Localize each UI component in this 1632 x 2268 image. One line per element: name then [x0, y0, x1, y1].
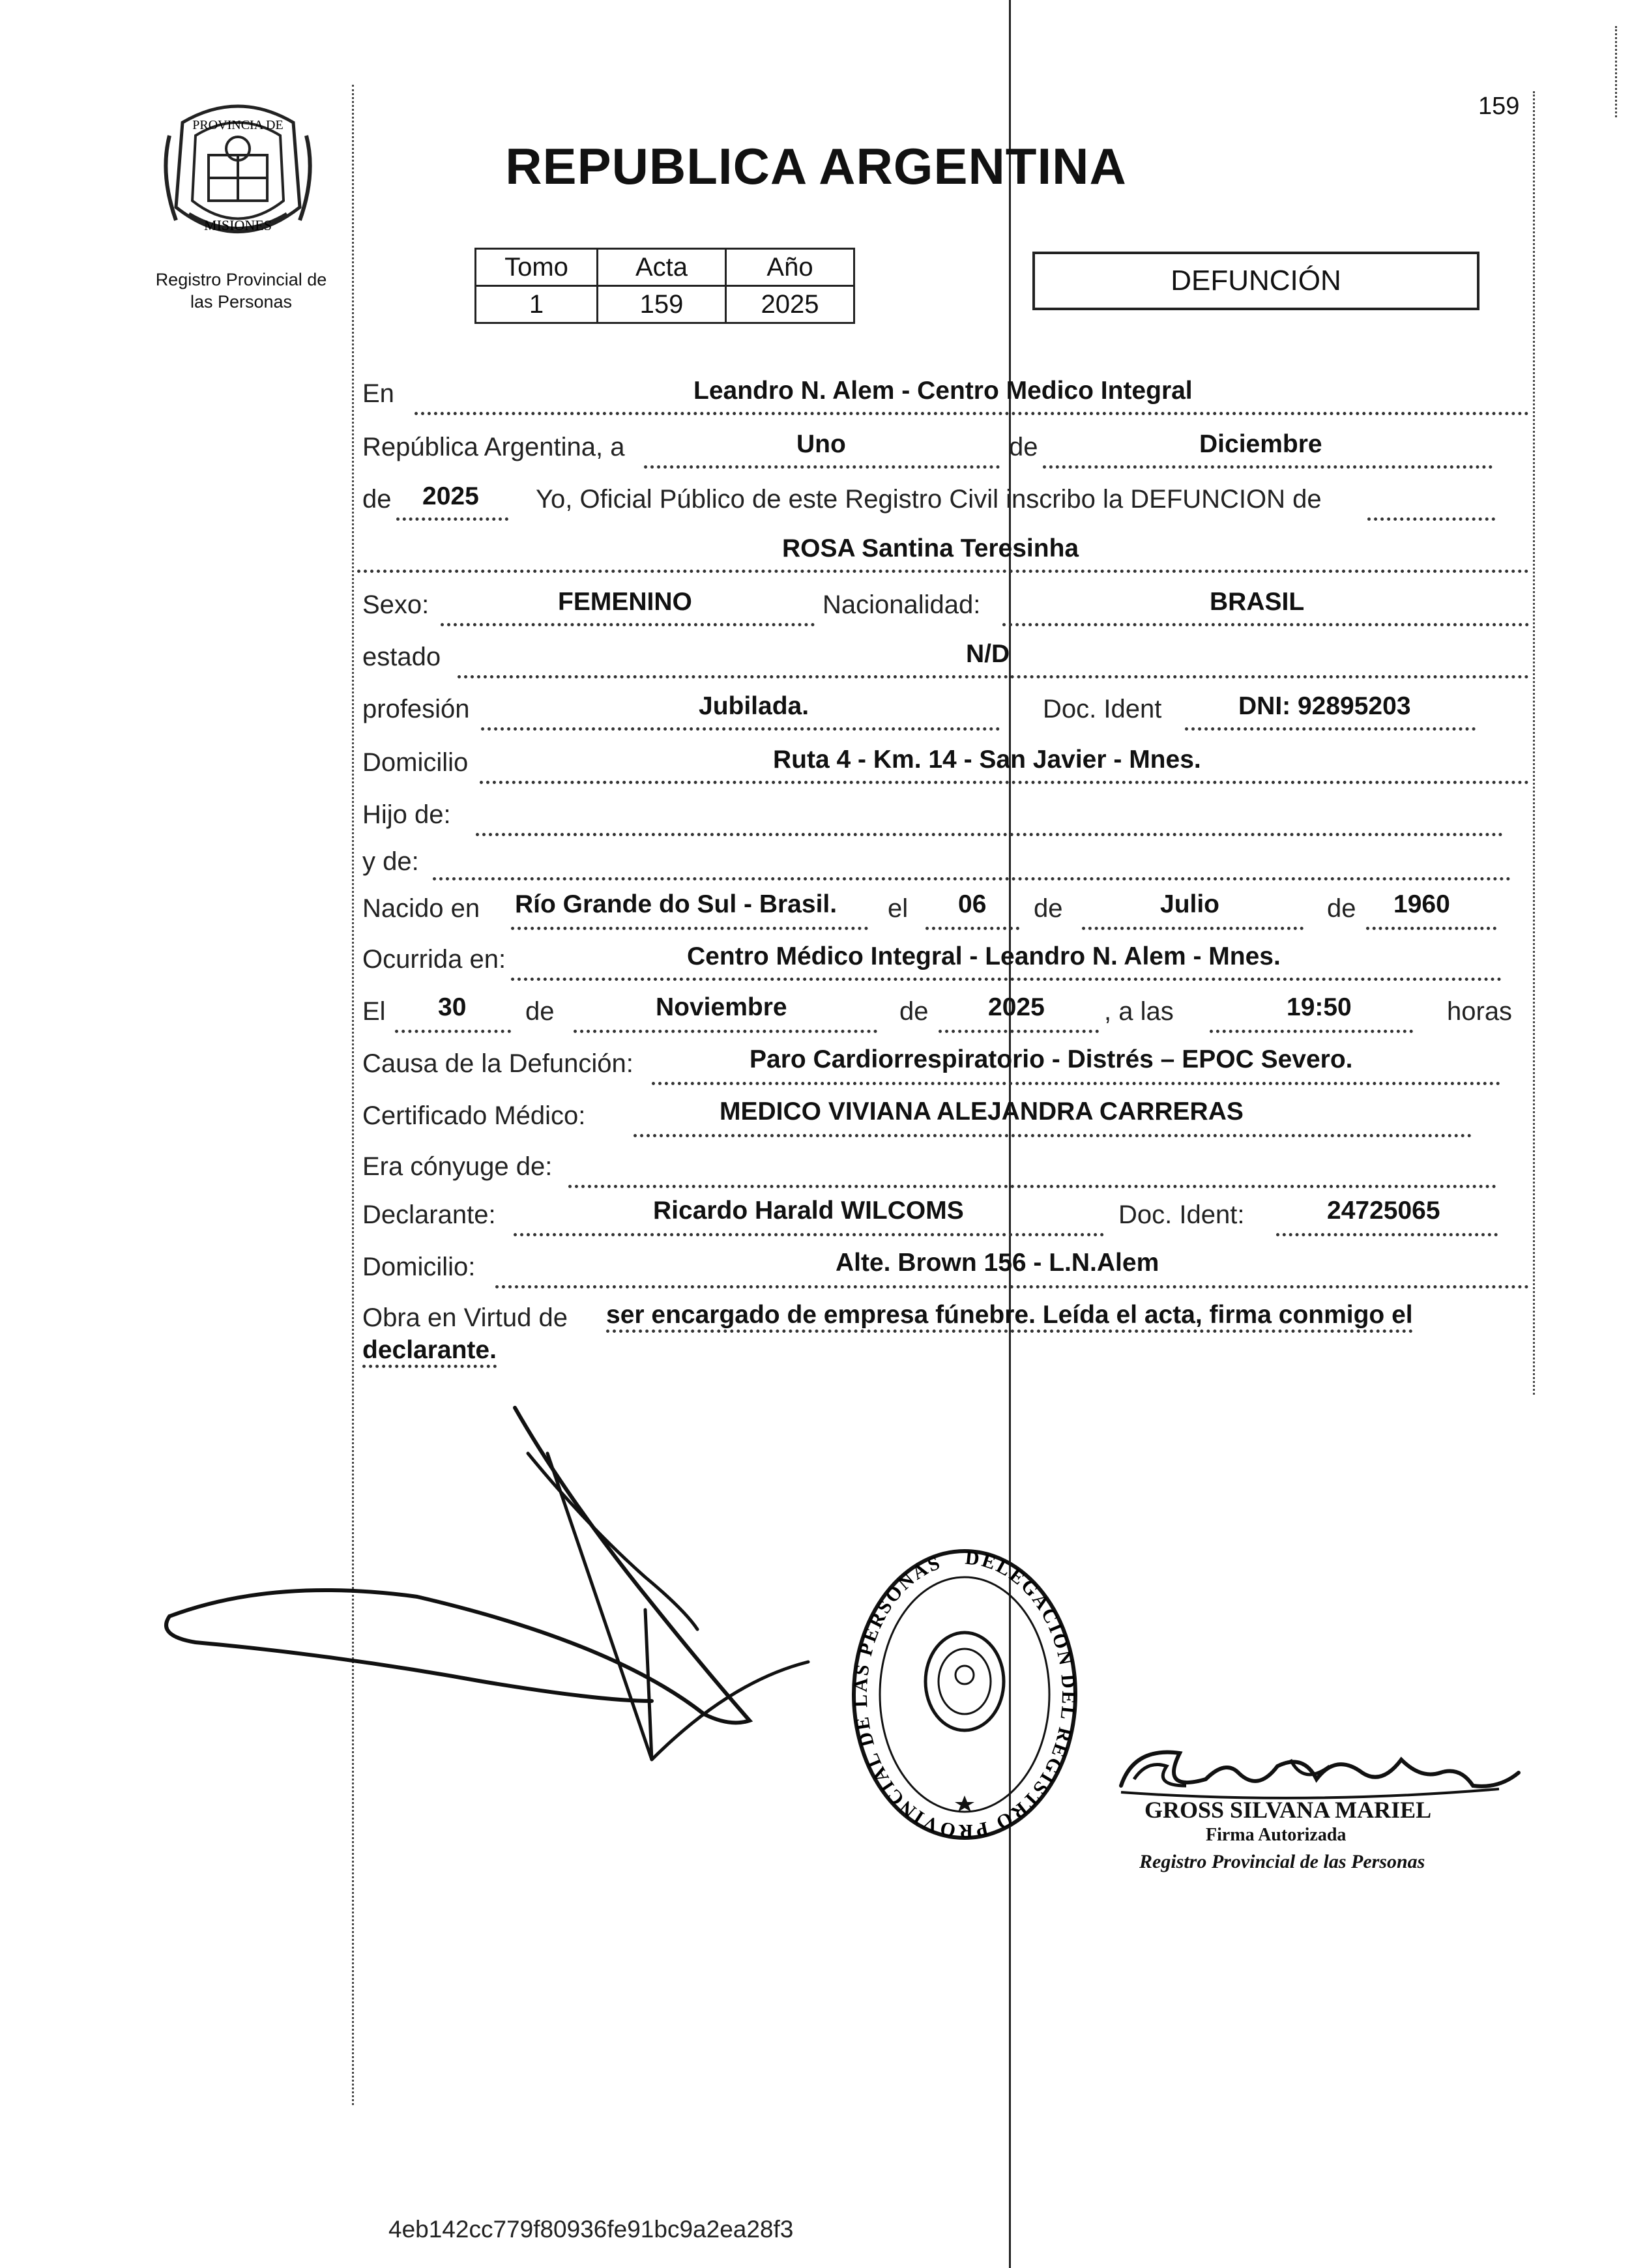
hijo-dotted-line: [476, 833, 1503, 836]
certificado-dotted-line: [634, 1134, 1472, 1137]
table-value-ano: 2025: [726, 286, 854, 323]
death-year: 2025: [988, 993, 1045, 1021]
registry-caption-line1: Registro Provincial de: [155, 270, 327, 289]
decl-doc-dotted-line: [1276, 1233, 1498, 1236]
nacionalidad-value: BRASIL: [1210, 588, 1305, 616]
official-dotted-line: [1367, 517, 1495, 521]
declarante-dotted-line: [514, 1233, 1104, 1236]
hijo-label: Hijo de:: [362, 800, 451, 829]
estado-value: N/D: [966, 640, 1010, 668]
svg-text:PROVINCIA DE: PROVINCIA DE: [192, 118, 284, 132]
nacionalidad-dotted-line: [1002, 623, 1529, 626]
causa-value: Paro Cardiorrespiratorio - Distrés – EPOC Severo.: [750, 1045, 1353, 1073]
estado-label: estado: [362, 643, 441, 671]
table-header-ano: Año: [726, 249, 854, 286]
year-value: 2025: [422, 482, 479, 510]
page-number: 159: [1478, 93, 1520, 120]
record-table-header-row: [476, 249, 854, 286]
el-label: el: [888, 894, 909, 923]
table-value-acta: 159: [598, 286, 726, 323]
birth-day: 06: [958, 890, 987, 918]
declarante-label: Declarante:: [362, 1200, 496, 1229]
declarant-signature: [143, 1395, 847, 1799]
signatory-institution: Registro Provincial de las Personas: [1139, 1851, 1425, 1872]
ocurrida-label: Ocurrida en:: [362, 945, 506, 974]
table-header-tomo: Tomo: [476, 249, 598, 286]
registry-caption-line2: las Personas: [190, 292, 293, 312]
causa-dotted-line: [652, 1082, 1500, 1085]
month-dotted-line: [1043, 465, 1493, 469]
obra-value-line2: declarante.: [362, 1336, 497, 1368]
en-dotted-line: [415, 412, 1529, 415]
svg-text:DELEGACION DEL REGISTRO PROVIN: DELEGACION DEL REGISTRO PROVINCIAL DE LAS PERSONAS: [849, 1547, 1080, 1842]
official-seal: [841, 1538, 1088, 1851]
republica-label: República Argentina, a: [362, 433, 625, 461]
hash-code: 4eb142cc779f80936fe91bc9a2ea28f3: [388, 2216, 794, 2243]
domicilio-dotted-line: [480, 781, 1529, 784]
yde-label: y de:: [362, 847, 419, 876]
estado-dotted-line: [458, 675, 1529, 678]
ocurrida-value: Centro Médico Integral - Leandro N. Alem - Mnes.: [687, 942, 1281, 970]
page-title: REPUBLICA ARGENTINA: [505, 138, 1127, 195]
certificado-value: MEDICO VIVIANA ALEJANDRA CARRERAS: [720, 1098, 1244, 1126]
doc-dotted-line: [1185, 727, 1476, 731]
svg-text:MISIONES: MISIONES: [204, 217, 272, 233]
profesion-label: profesión: [362, 695, 470, 723]
document-type-box: DEFUNCIÓN: [1032, 252, 1479, 310]
birth-year-dotted-line: [1366, 927, 1496, 930]
record-table: [474, 248, 855, 324]
star-icon: [955, 1796, 974, 1812]
signatory-role: Firma Autorizada: [1206, 1825, 1347, 1845]
right-margin-line: [1533, 91, 1535, 1395]
day-value: Uno: [796, 430, 846, 458]
nacido-label: Nacido en: [362, 894, 480, 923]
deceased-name: ROSA Santina Teresinha: [782, 534, 1079, 562]
official-text: Yo, Oficial Público de este Registro Civil inscribo la DEFUNCION de: [536, 485, 1322, 514]
doc-value: DNI: 92895203: [1238, 692, 1411, 720]
de-label: de: [1009, 433, 1038, 461]
doc-label: Doc. Ident: [1043, 695, 1162, 723]
de4-label: de: [1327, 894, 1356, 923]
table-header-acta: Acta: [598, 249, 726, 286]
alas-label: , a las: [1104, 997, 1174, 1026]
death-day-dotted-line: [395, 1030, 511, 1033]
birth-year: 1960: [1393, 890, 1450, 918]
sexo-label: Sexo:: [362, 590, 430, 619]
decl-dom-label: Domicilio:: [362, 1253, 476, 1281]
de3-label: de: [1034, 894, 1063, 923]
domicilio-value: Ruta 4 - Km. 14 - San Javier - Mnes.: [773, 746, 1201, 774]
causa-label: Causa de la Defunción:: [362, 1049, 634, 1078]
signatory-name: GROSS SILVANA MARIEL: [1144, 1797, 1432, 1823]
death-month: Noviembre: [656, 993, 787, 1021]
official-seal-icon: [841, 1538, 1088, 1851]
decl-dom-dotted-line: [495, 1285, 1529, 1288]
conyuge-label: Era cónyuge de:: [362, 1152, 553, 1181]
nacido-value: Río Grande do Sul - Brasil.: [515, 890, 838, 918]
profesion-dotted-line: [481, 727, 1000, 731]
nacionalidad-label: Nacionalidad:: [823, 590, 981, 619]
obra-label: Obra en Virtud de: [362, 1303, 568, 1332]
nacido-dotted-line: [511, 927, 868, 930]
yde-dotted-line: [433, 877, 1511, 880]
death-day: 30: [438, 993, 467, 1021]
declarante-value: Ricardo Harald WILCOMS: [653, 1197, 964, 1225]
month-value: Diciembre: [1199, 430, 1322, 458]
name-dotted-line: [357, 570, 1529, 573]
death-year-dotted-line: [939, 1030, 1099, 1033]
left-margin-line: [352, 85, 354, 2105]
decl-doc-label: Doc. Ident:: [1118, 1200, 1245, 1229]
de5-label: de: [525, 997, 555, 1026]
day-dotted-line: [644, 465, 1000, 469]
sexo-value: FEMENINO: [558, 588, 692, 616]
profesion-value: Jubilada.: [699, 692, 809, 720]
death-month-dotted-line: [574, 1030, 877, 1033]
birth-month: Julio: [1160, 890, 1220, 918]
death-time-dotted-line: [1210, 1030, 1413, 1033]
record-table-value-row: [476, 286, 854, 323]
obra-value-line1: ser encargado de empresa fúnebre. Leída el acta, firma conmigo el: [606, 1301, 1413, 1333]
right-edge-line: [1615, 26, 1617, 117]
decl-dom-value: Alte. Brown 156 - L.N.Alem: [836, 1249, 1159, 1277]
year-dotted-line: [396, 517, 508, 521]
sexo-dotted-line: [441, 623, 815, 626]
death-time: 19:50: [1287, 993, 1352, 1021]
birth-month-dotted-line: [1082, 927, 1304, 930]
table-value-tomo: 1: [476, 286, 598, 323]
de2-label: de: [362, 485, 392, 514]
horas-label: horas: [1447, 997, 1513, 1026]
decl-doc-value: 24725065: [1327, 1197, 1440, 1225]
de6-label: de: [899, 997, 929, 1026]
birth-day-dotted-line: [925, 927, 1019, 930]
en-label: En: [362, 379, 394, 408]
domicilio-label: Domicilio: [362, 748, 469, 777]
certificado-label: Certificado Médico:: [362, 1101, 586, 1130]
registry-caption: [130, 269, 352, 313]
en-value: Leandro N. Alem - Centro Medico Integral: [693, 377, 1193, 405]
ocurrida-dotted-line: [511, 978, 1502, 981]
el2-label: El: [362, 997, 386, 1026]
conyuge-dotted-line: [568, 1185, 1496, 1188]
